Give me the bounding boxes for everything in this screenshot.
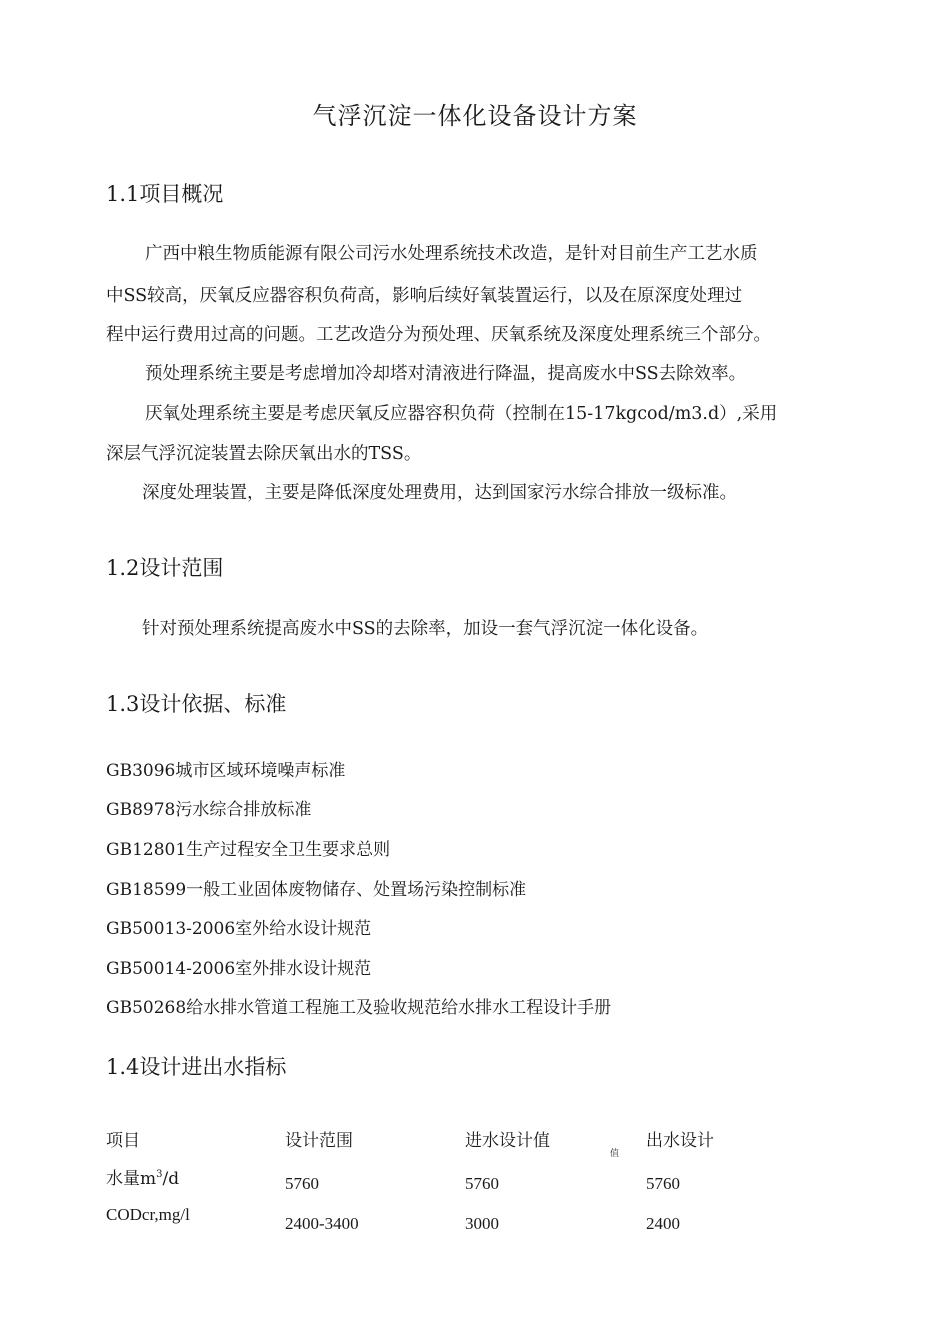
standard-item: GB8978污水综合排放标准 [106, 800, 312, 820]
document-title: 气浮沉淀一体化设备设计方案 [312, 102, 638, 130]
standard-item: GB12801生产过程安全卫生要求总则 [106, 840, 391, 860]
table-header-overflow-char: 值 [610, 1149, 620, 1159]
standard-item: GB3096城市区域环境噪声标准 [106, 761, 346, 781]
scope-text: 针对预处理系统提高废水中SS的去除率，加设一套气浮沉淀一体化设备。 [142, 619, 709, 639]
section-heading-standards: 1.3设计依据、标准 [106, 692, 287, 716]
table-row-label: CODcr,mg/l [106, 1205, 190, 1224]
overview-line-3: 程中运行费用过高的问题。工艺改造分为预处理、厌氧系统及深度处理系统三个部分。 [106, 325, 771, 345]
table-cell-outflow: 2400 [646, 1214, 680, 1233]
table-cell-inflow: 5760 [465, 1174, 499, 1193]
table-header-item: 项目 [106, 1131, 140, 1151]
table-cell-range: 2400-3400 [285, 1214, 359, 1233]
overview-line-7: 深度处理装置，主要是降低深度处理费用，达到国家污水综合排放一级标准。 [142, 483, 737, 503]
overview-line-5: 厌氧处理系统主要是考虑厌氧反应器容积负荷（控制在15-17kgcod/m3.d）,采用 [145, 404, 778, 424]
table-cell-range: 5760 [285, 1174, 319, 1193]
overview-line-4: 预处理系统主要是考虑增加冷却塔对清液进行降温，提高废水中SS去除效率。 [145, 364, 747, 384]
section-heading-scope: 1.2设计范围 [106, 556, 224, 580]
standard-item: GB50013-2006室外给水设计规范 [106, 919, 372, 939]
section-heading-overview: 1.1项目概况 [106, 182, 224, 206]
overview-line-2: 中SS较高，厌氧反应器容积负荷高，影响后续好氧装置运行，以及在原深度处理过 [106, 286, 743, 306]
table-header-outflow: 出水设计 [646, 1131, 714, 1151]
table-header-range: 设计范围 [285, 1131, 353, 1151]
overview-line-6: 深层气浮沉淀装置去除厌氧出水的TSS。 [106, 444, 422, 464]
section-heading-indicators: 1.4设计进出水指标 [106, 1055, 287, 1079]
table-cell-inflow: 3000 [465, 1214, 499, 1233]
standard-item: GB50014-2006室外排水设计规范 [106, 959, 372, 979]
standard-item: GB50268给水排水管道工程施工及验收规范给水排水工程设计手册 [106, 998, 612, 1018]
table-cell-outflow: 5760 [646, 1174, 680, 1193]
table-header-inflow: 进水设计值 [465, 1131, 550, 1151]
standard-item: GB18599一般工业固体废物储存、处置场污染控制标准 [106, 880, 527, 900]
table-row-label: 水量$m^3/d$ [106, 1169, 180, 1189]
overview-line-1: 广西中粮生物质能源有限公司污水处理系统技术改造，是针对目前生产工艺水质 [145, 244, 758, 264]
